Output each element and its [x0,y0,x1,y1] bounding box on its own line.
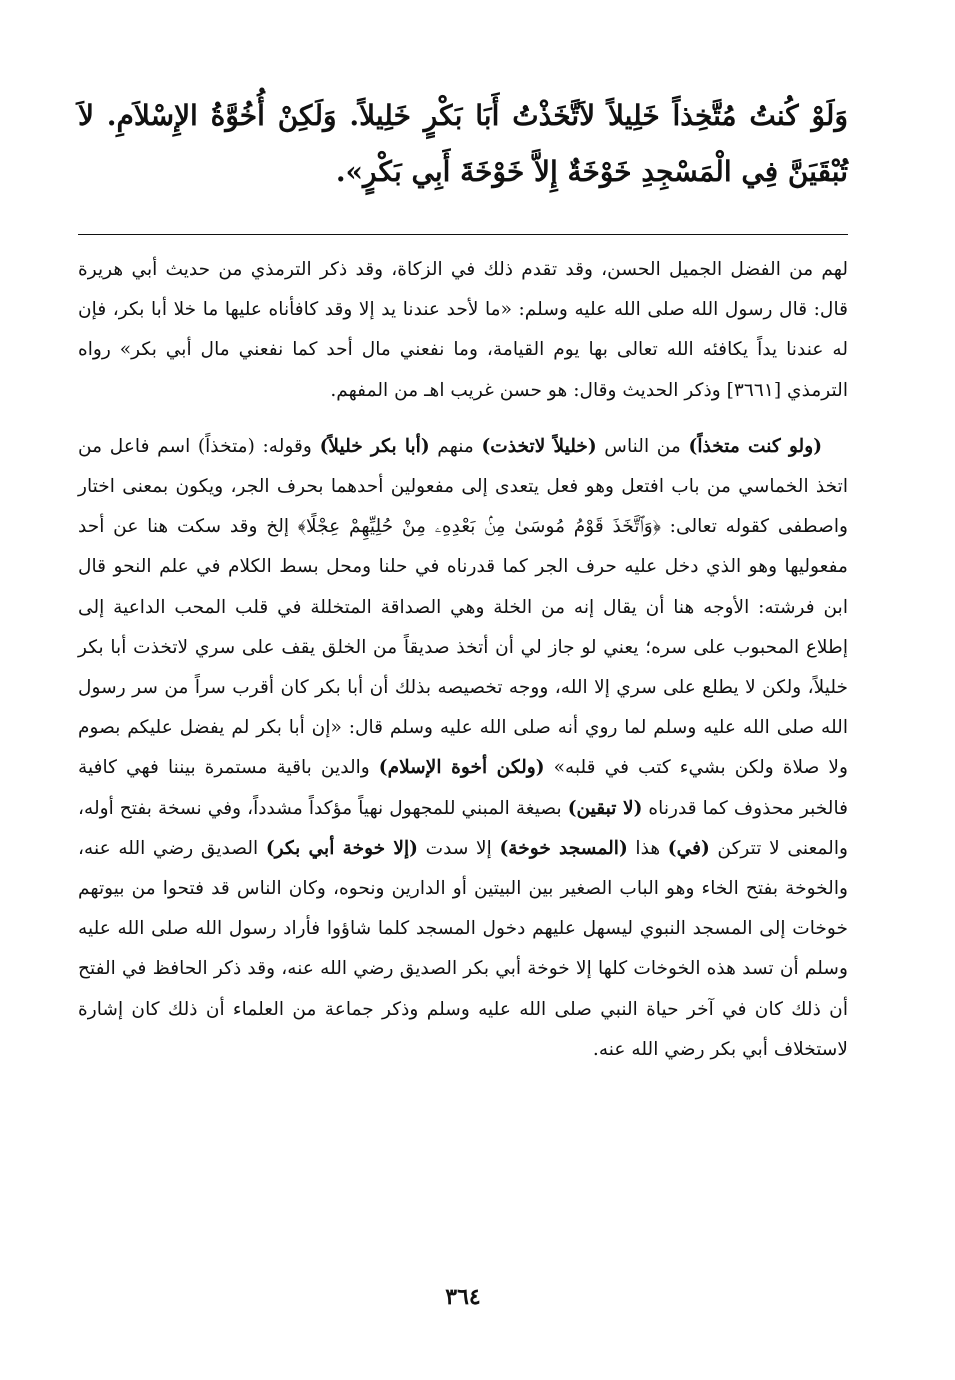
commentary-text-1: من الناس [596,435,689,457]
page-number: ٣٦٤ [445,1284,481,1310]
footnote-separator [78,234,848,235]
hadith-quote-5: (لا تبقين) [567,797,643,819]
commentary-text-4: والدين باقية مستمرة بيننا فهي كافية فالخبر محذوف كما قدرناه [78,757,848,819]
book-page [78,0,848,1380]
commentary-text-5: بصيغة المبني للمجهول نهياً مؤكداً مشدداً، وفي نسخة بفتح أوله، والمعنى لا تتركن [78,797,848,859]
commentary-text-7: إلا سدت [417,837,500,859]
commentary-paragraph-1: لهم من الفضل الجميل الحسن، وقد تقدم ذلك في الزكاة، وقد ذكر الترمذي من حديث أبي هريرة قال: قال رسول الله صلى الله عليه وسلم: «ما لأحد عندنا يد إلا وقد كافأناه عليها ما خلا أبا بكر، فإن له عندنا يداً يكافئه الله تعالى بها يوم القيامة، وما نفعني مال أحد كما نفعني مال أبي بكر» رواه الترمذي [٣٦٦١] وذكر الحديث وقال: هو حسن غريب اهـ من المفهم. [78,259,848,401]
commentary-section [78,250,848,1070]
hadith-quote-1: (ولو كنت متخذاً) [688,435,822,457]
hadith-line-1: وَلَوْ كُنتُ مُتَّخِذاً خَلِيلاً لاَتَّخَذْتُ أَبَا بَكْرٍ خَلِيلاً. وَلَكِنْ أُخُوَّةُ الإِسْلاَمِ. لاَ تُبْقَيَنَّ فِي [78,99,848,188]
commentary-text-2: منهم [429,435,482,457]
hadith-quote-4: (ولكن أخوة الإسلام) [378,757,545,779]
hadith-quote-8: (إلا خوخة أبي بكر) [265,837,418,859]
commentary-text-3: وقوله: (متخذاً) اسم فاعل من اتخذ الخماسي من باب افتعل وهو فعل يتعدى إلى مفعولين أحدهما بحرف الجر، ويكون بمعنى اختار واصطفى كقوله تعالى: ﴿وَٱتَّخَذَ قَوْمُ مُوسَىٰ مِنۢ بَعْدِهِۦ مِنْ حُلِيِّهِمْ عِجْلًا﴾ إلخ وقد سكت هنا عن أحد مفعوليها وهو الذي دخل عليه حرف الجر كما قدرناه في حلنا ومحل بسط الكلام في علم النحو قال ابن فرشته: الأوجه هنا أن يقال إنه من الخلة وهي الصداقة المتخللة في قلب المحب الداعية إلى إطلاع المحبوب على سره؛ يعني لو جاز لي أن أتخذ صديقاً من الخلق يقف على سري لاتخذت أبا بكر خليلاً، ولكن لا يطلع على سري إلا الله، ووجه تخصيصه بذلك أن أبا بكر كان أقرب سراً من سر رسول الله صلى الله عليه وسلم لما روي أنه صلى الله عليه وسلم قال: «إن أبا بكر لم يفضل عليكم بصوم ولا صلاة ولكن بشيء كتب في قلبه» [78,435,848,779]
hadith-quote-2: (خليلاً لاتخذت) [481,435,597,457]
hadith-quote-3: (أبا بكر خليلاً) [319,435,430,457]
hadith-quote-7: (المسجد خوخة) [499,837,628,859]
commentary-text-6: هذا [627,837,668,859]
hadith-quote-6: (في) [667,837,710,859]
hadith-line-2: الْمَسْجِدِ خَوْخَةٌ إِلاَّ خَوْخَةَ أَبِي بَكْرٍ». [335,155,732,188]
commentary-paragraph-2 [78,427,848,1070]
hadith-text [78,88,848,200]
commentary-text-8: الصديق رضي الله عنه، والخوخة بفتح الخاء وهو الباب الصغير بين البيتين أو الدارين ونحوه، وكان الناس قد فتحوا من بيوتهم خوخات إلى المسجد النبوي ليسهل عليهم دخول المسجد كلما شاؤوا فأراد رسول الله صلى الله عليه وسلم أن تسد هذه الخوخات كلها إلا خوخة أبي بكر الصديق رضي الله عنه، وقد ذكر الحافظ في الفتح أن ذلك كان في آخر حياة النبي صلى الله عليه وسلم وذكر جماعة من العلماء أن ذلك كان إشارة لاستخلاف أبي بكر رضي الله عنه. [78,837,848,1060]
